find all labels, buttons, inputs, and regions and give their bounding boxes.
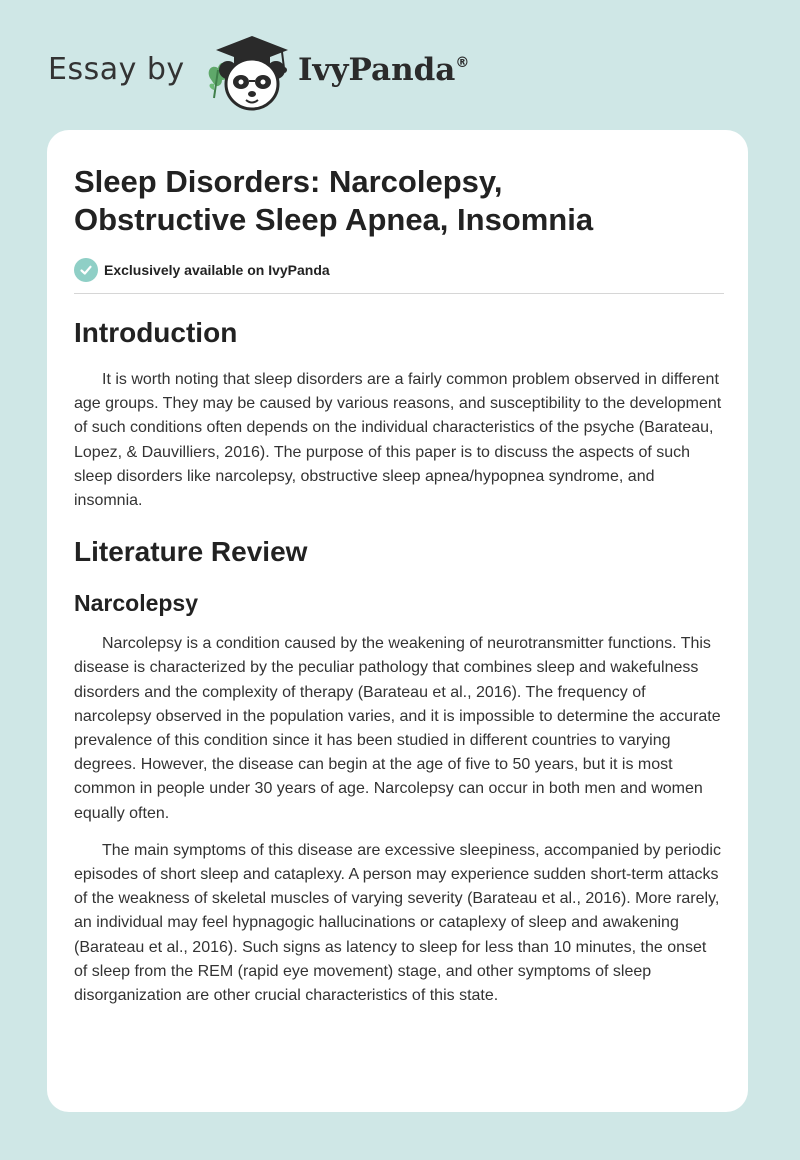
exclusive-badge-text: Exclusively available on IvyPanda bbox=[104, 262, 330, 278]
article-card bbox=[47, 130, 748, 1112]
essay-by-label: Essay by bbox=[48, 52, 185, 87]
registered-mark: ® bbox=[455, 54, 470, 71]
brand-name[interactable]: IvyPanda® bbox=[298, 52, 470, 88]
title-line-1: Sleep Disorders: Narcolepsy, bbox=[74, 164, 503, 199]
heading-literature-review: Literature Review bbox=[74, 536, 308, 568]
paragraph-introduction: It is worth noting that sleep disorders are a fairly common problem observed in different age groups. They may be caused by various reasons, and susceptibility to the development of such conditions often depends on the individual characteristics of the psyche (Barateau, Lopez, & Dauvilliers, 2016). The purpose of this paper is to discuss the aspects of such sleep disorders like narcolepsy, obstructive sleep apnea/hypopnea syndrome, and insomnia. bbox=[74, 371, 722, 510]
exclusive-badge bbox=[74, 257, 724, 283]
heading-introduction: Introduction bbox=[74, 317, 238, 348]
page-title bbox=[74, 163, 724, 239]
paragraph-narcolepsy-1: Narcolepsy is a condition caused by the weakening of neurotransmitter functions. This disease is characterized by the peculiar pathology that combines sleep and wakefulness disorders and the complexity of therapy (Barateau et al., 2016). The frequency of narcolepsy observed in the population varies, and it is impossible to determine the accurate prevalence of this condition since it has been studied in different countries to varying degrees. However, the disease can begin at the age of five to 50 years, but it is most common in people under 30 years of age. Narcolepsy can occur in both men and women equally often. bbox=[74, 635, 721, 822]
heading-narcolepsy: Narcolepsy bbox=[74, 590, 199, 617]
panda-graduate-icon[interactable] bbox=[204, 34, 294, 114]
divider bbox=[74, 293, 724, 294]
check-circle-icon bbox=[74, 258, 98, 282]
site-header bbox=[48, 34, 548, 114]
paragraph-narcolepsy-2: The main symptoms of this disease are excessive sleepiness, accompanied by periodic episodes of short sleep and cataplexy. A person may experience sudden short-term attacks of the weakness of skeletal muscles of varying severity (Barateau et al., 2016). More rarely, an individual may feel hypnagogic hallucinations or cataplexy of sleep and awakening (Barateau et al., 2016). Such signs as latency to sleep for less than 10 minutes, the onset of sleep from the REM (rapid eye movement) stage, and other symptoms of sleep disorganization are other crucial characteristics of this state. bbox=[74, 841, 721, 1005]
title-line-2: Obstructive Sleep Apnea, Insomnia bbox=[74, 202, 594, 237]
article-content bbox=[74, 163, 724, 1008]
